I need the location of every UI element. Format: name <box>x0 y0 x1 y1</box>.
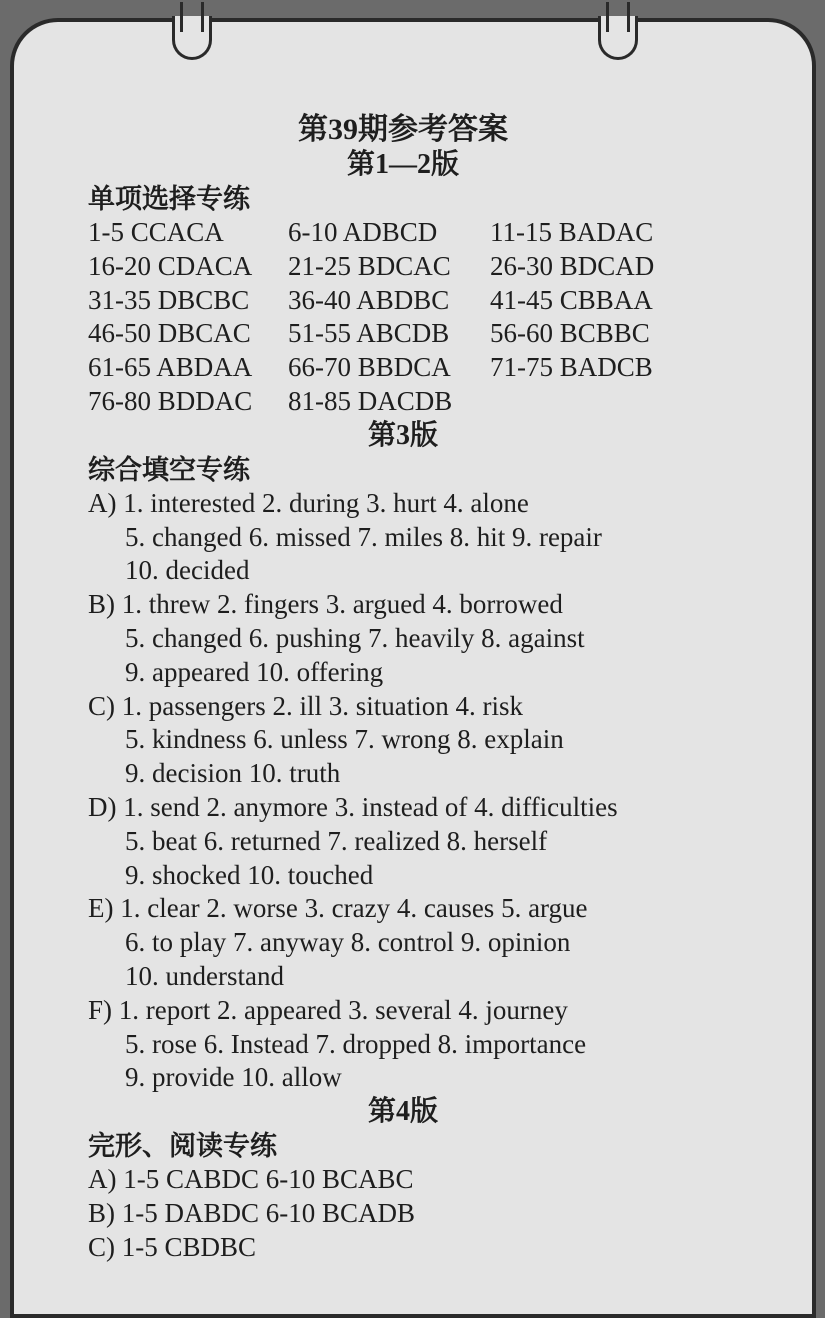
answer-line: A) 1-5 CABDC 6-10 BCABC <box>88 1164 414 1195</box>
answer-group: 51-55 ABCDB <box>288 318 450 349</box>
answer-group: 81-85 DACDB <box>288 385 453 416</box>
cloze-part-f <box>88 994 808 1095</box>
answer-line: 9. provide 10. allow <box>125 1062 342 1093</box>
single-choice-answer-grid <box>88 216 808 419</box>
issue-title: 第39期参考答案 <box>298 113 508 146</box>
answer-group: 61-65 ABDAA <box>88 352 253 383</box>
binder-ring-right <box>598 16 638 60</box>
section-heading-single-choice: 单项选择专练 <box>88 184 250 214</box>
answer-line: D) 1. send 2. anymore 3. instead of 4. difficulties <box>88 791 618 822</box>
answer-group: 71-75 BADCB <box>490 352 653 383</box>
answer-group: 56-60 BCBBC <box>490 318 650 349</box>
section-heading-cloze-reading: 完形、阅读专练 <box>88 1131 277 1162</box>
cloze-part-c <box>88 690 808 791</box>
answer-line: C) 1. passengers 2. ill 3. situation 4. risk <box>88 690 523 721</box>
answer-line: A) 1. interested 2. during 3. hurt 4. alone <box>88 487 529 518</box>
answer-line: 5. beat 6. returned 7. realized 8. herself <box>125 825 548 856</box>
answer-group: 76-80 BDDAC <box>88 385 253 416</box>
answer-line: F) 1. report 2. appeared 3. several 4. journey <box>88 994 568 1025</box>
section-heading-cloze-fill: 综合填空专练 <box>88 454 250 485</box>
cloze-part-a <box>88 487 808 588</box>
answer-content <box>88 112 808 1265</box>
section-header-page-1-2: 第1—2版 <box>346 149 459 180</box>
answer-group: 1-5 CCACA <box>88 217 224 247</box>
answer-group: 46-50 DBCAC <box>88 318 251 349</box>
answer-line: 5. rose 6. Instead 7. dropped 8. importance <box>125 1028 587 1059</box>
answer-line: B) 1. threw 2. fingers 3. argued 4. borrowed <box>88 589 563 620</box>
answer-group: 31-35 DBCBC <box>88 284 250 315</box>
answer-group: 21-25 BDCAC <box>288 250 451 281</box>
answer-line: 9. shocked 10. touched <box>125 859 374 890</box>
answer-line: 5. kindness 6. unless 7. wrong 8. explain <box>125 724 564 755</box>
cloze-part-b <box>88 588 808 689</box>
answer-group: 11-15 BADAC <box>490 217 654 247</box>
cloze-part-e <box>88 892 808 993</box>
answer-group: 66-70 BBDCA <box>288 352 451 383</box>
section-header-page-4: 第4版 <box>367 1096 438 1128</box>
answer-line: B) 1-5 DABDC 6-10 BCADB <box>88 1197 416 1228</box>
answer-line: 5. changed 6. missed 7. miles 8. hit 9. repair <box>125 521 602 552</box>
answer-line: 10. decided <box>125 555 250 586</box>
answer-group: 16-20 CDACA <box>88 250 253 281</box>
reading-answers <box>88 1163 808 1264</box>
answer-line: 9. decision 10. truth <box>125 758 341 789</box>
binder-ring-left <box>172 16 212 60</box>
answer-line: 6. to play 7. anyway 8. control 9. opinion <box>125 927 571 958</box>
answer-line: E) 1. clear 2. worse 3. crazy 4. causes 5. argue <box>88 893 588 924</box>
cloze-part-d <box>88 791 808 892</box>
section-header-page-3: 第3版 <box>367 419 438 451</box>
answer-group: 6-10 ADBCD <box>288 217 438 247</box>
answer-group: 41-45 CBBAA <box>490 284 653 315</box>
answer-group: 26-30 BDCAD <box>490 250 655 281</box>
answer-line: 9. appeared 10. offering <box>125 656 384 687</box>
answer-line: 5. changed 6. pushing 7. heavily 8. against <box>125 622 585 653</box>
answer-line: 10. understand <box>125 960 284 991</box>
answer-line: C) 1-5 CBDBC <box>88 1231 257 1262</box>
answer-group: 36-40 ABDBC <box>288 284 450 315</box>
